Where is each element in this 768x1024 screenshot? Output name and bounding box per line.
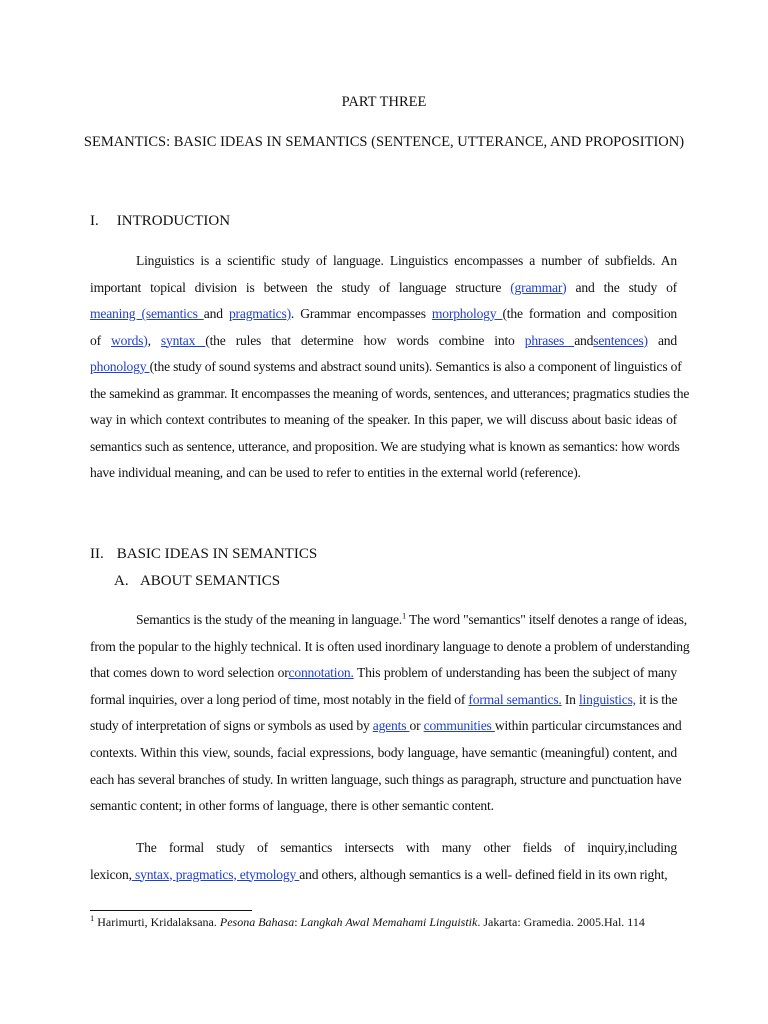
hyperlink[interactable]: connotation. [288, 665, 354, 681]
main-title: SEMANTICS: BASIC IDEAS IN SEMANTICS (SENTENCE, UTTERANCE, AND PROPOSITION) [83, 134, 685, 150]
text-line: each has several branches of study. In written language, such things as paragraph, structure and punctuation have [90, 771, 682, 787]
footnote-separator-text: : [294, 915, 301, 929]
hyperlink[interactable]: phrases [524, 332, 575, 348]
subsection-heading-about-semantics [114, 573, 280, 590]
footnote-author: Harimurti, Kridalaksana. [97, 915, 220, 929]
text-line: important topical division is between the study of language structure (grammar) and the study of [90, 279, 677, 295]
footnote-title: Pesona Bahasa [219, 915, 295, 929]
subsection-number: A. [114, 573, 129, 589]
section-number: I. [90, 213, 99, 229]
section-title: BASIC IDEAS IN SEMANTICS [116, 546, 318, 562]
hyperlink[interactable]: phonology [90, 359, 150, 374]
hyperlink[interactable]: linguistics, [578, 691, 636, 707]
text-line: study of interpretation of signs or symbols as used by agents or communities within particular circumstances and [90, 718, 682, 734]
text-line: semantic content; in other forms of language, there is other semantic content. [90, 798, 494, 814]
text-line: way in which context contributes to meaning of the speaker. In this paper, we will discuss about basic ideas of [90, 412, 677, 427]
hyperlink[interactable]: sentences) [593, 332, 648, 348]
footnote-separator [90, 910, 252, 911]
text-line: The formal study of semantics intersects with many other fields of inquiry,including [136, 840, 677, 855]
footnote-mark: 1 [90, 913, 95, 923]
section-number: II. [90, 546, 104, 562]
section-heading-introduction [90, 213, 230, 230]
footnote [90, 915, 645, 930]
hyperlink[interactable]: morphology [431, 306, 503, 321]
hyperlink[interactable]: (grammar) [510, 279, 567, 295]
subsection-title: ABOUT SEMANTICS [139, 573, 281, 589]
text-line: that comes down to word selection orconnotation. This problem of understanding has been the subject of many [90, 665, 677, 681]
part-title: PART THREE [341, 94, 427, 110]
text-line: contexts. Within this view, sounds, facial expressions, body language, have semantic (meaningful) content, and [90, 745, 677, 760]
text-line: lexicon, syntax, pragmatics, etymology and others, although semantics is a well- defined field in its own right, [90, 866, 668, 882]
hyperlink[interactable]: meaning (semantics [90, 306, 204, 321]
text-line: have individual meaning, and can be used to refer to entities in the external world (reference). [90, 465, 581, 480]
footnote-subtitle: Langkah Awal Memahami Linguistik [300, 915, 478, 929]
text-line: Linguistics is a scientific study of language. Linguistics encompasses a number of subfields. An [136, 253, 677, 268]
hyperlink[interactable]: agents [372, 718, 410, 734]
footnote-reference: 1 [401, 610, 407, 621]
section-title: INTRODUCTION [116, 213, 231, 229]
text-line: phonology (the study of sound systems and abstract sound units). Semantics is also a component of linguistics of [90, 359, 682, 374]
hyperlink[interactable]: communities [423, 718, 495, 734]
text-line: of words), syntax (the rules that determine how words combine into phrases andsentences) and [90, 332, 677, 348]
hyperlink[interactable]: words) [111, 332, 148, 348]
text-line: formal inquiries, over a long period of time, most notably in the field of formal semantics. In linguistics, it is the [90, 691, 678, 707]
text-line: Semantics is the study of the meaning in language.$^1$ The word "semantics" itself denotes a range of ideas, [136, 610, 687, 627]
hyperlink[interactable]: formal semantics. [468, 691, 562, 707]
text-line: meaning (semantics and pragmatics). Grammar encompasses morphology (the formation and composition [90, 306, 678, 321]
hyperlink[interactable]: syntax, pragmatics, etymology [131, 866, 300, 882]
text-line: from the popular to the highly technical. It is often used inordinary language to denote a problem of understanding [90, 638, 690, 654]
section-heading-basic-ideas [90, 546, 317, 563]
footnote-publication: . Jakarta: Gramedia. 2005.Hal. 114 [477, 915, 645, 929]
text-line: the samekind as grammar. It encompasses the meaning of words, sentences, and utterances; pragmatics studies the [90, 385, 690, 401]
text-line: semantics such as sentence, utterance, and proposition. We are studying what is known as semantics: how words [90, 438, 680, 454]
hyperlink[interactable]: syntax [160, 332, 206, 348]
hyperlink[interactable]: pragmatics) [228, 306, 291, 321]
